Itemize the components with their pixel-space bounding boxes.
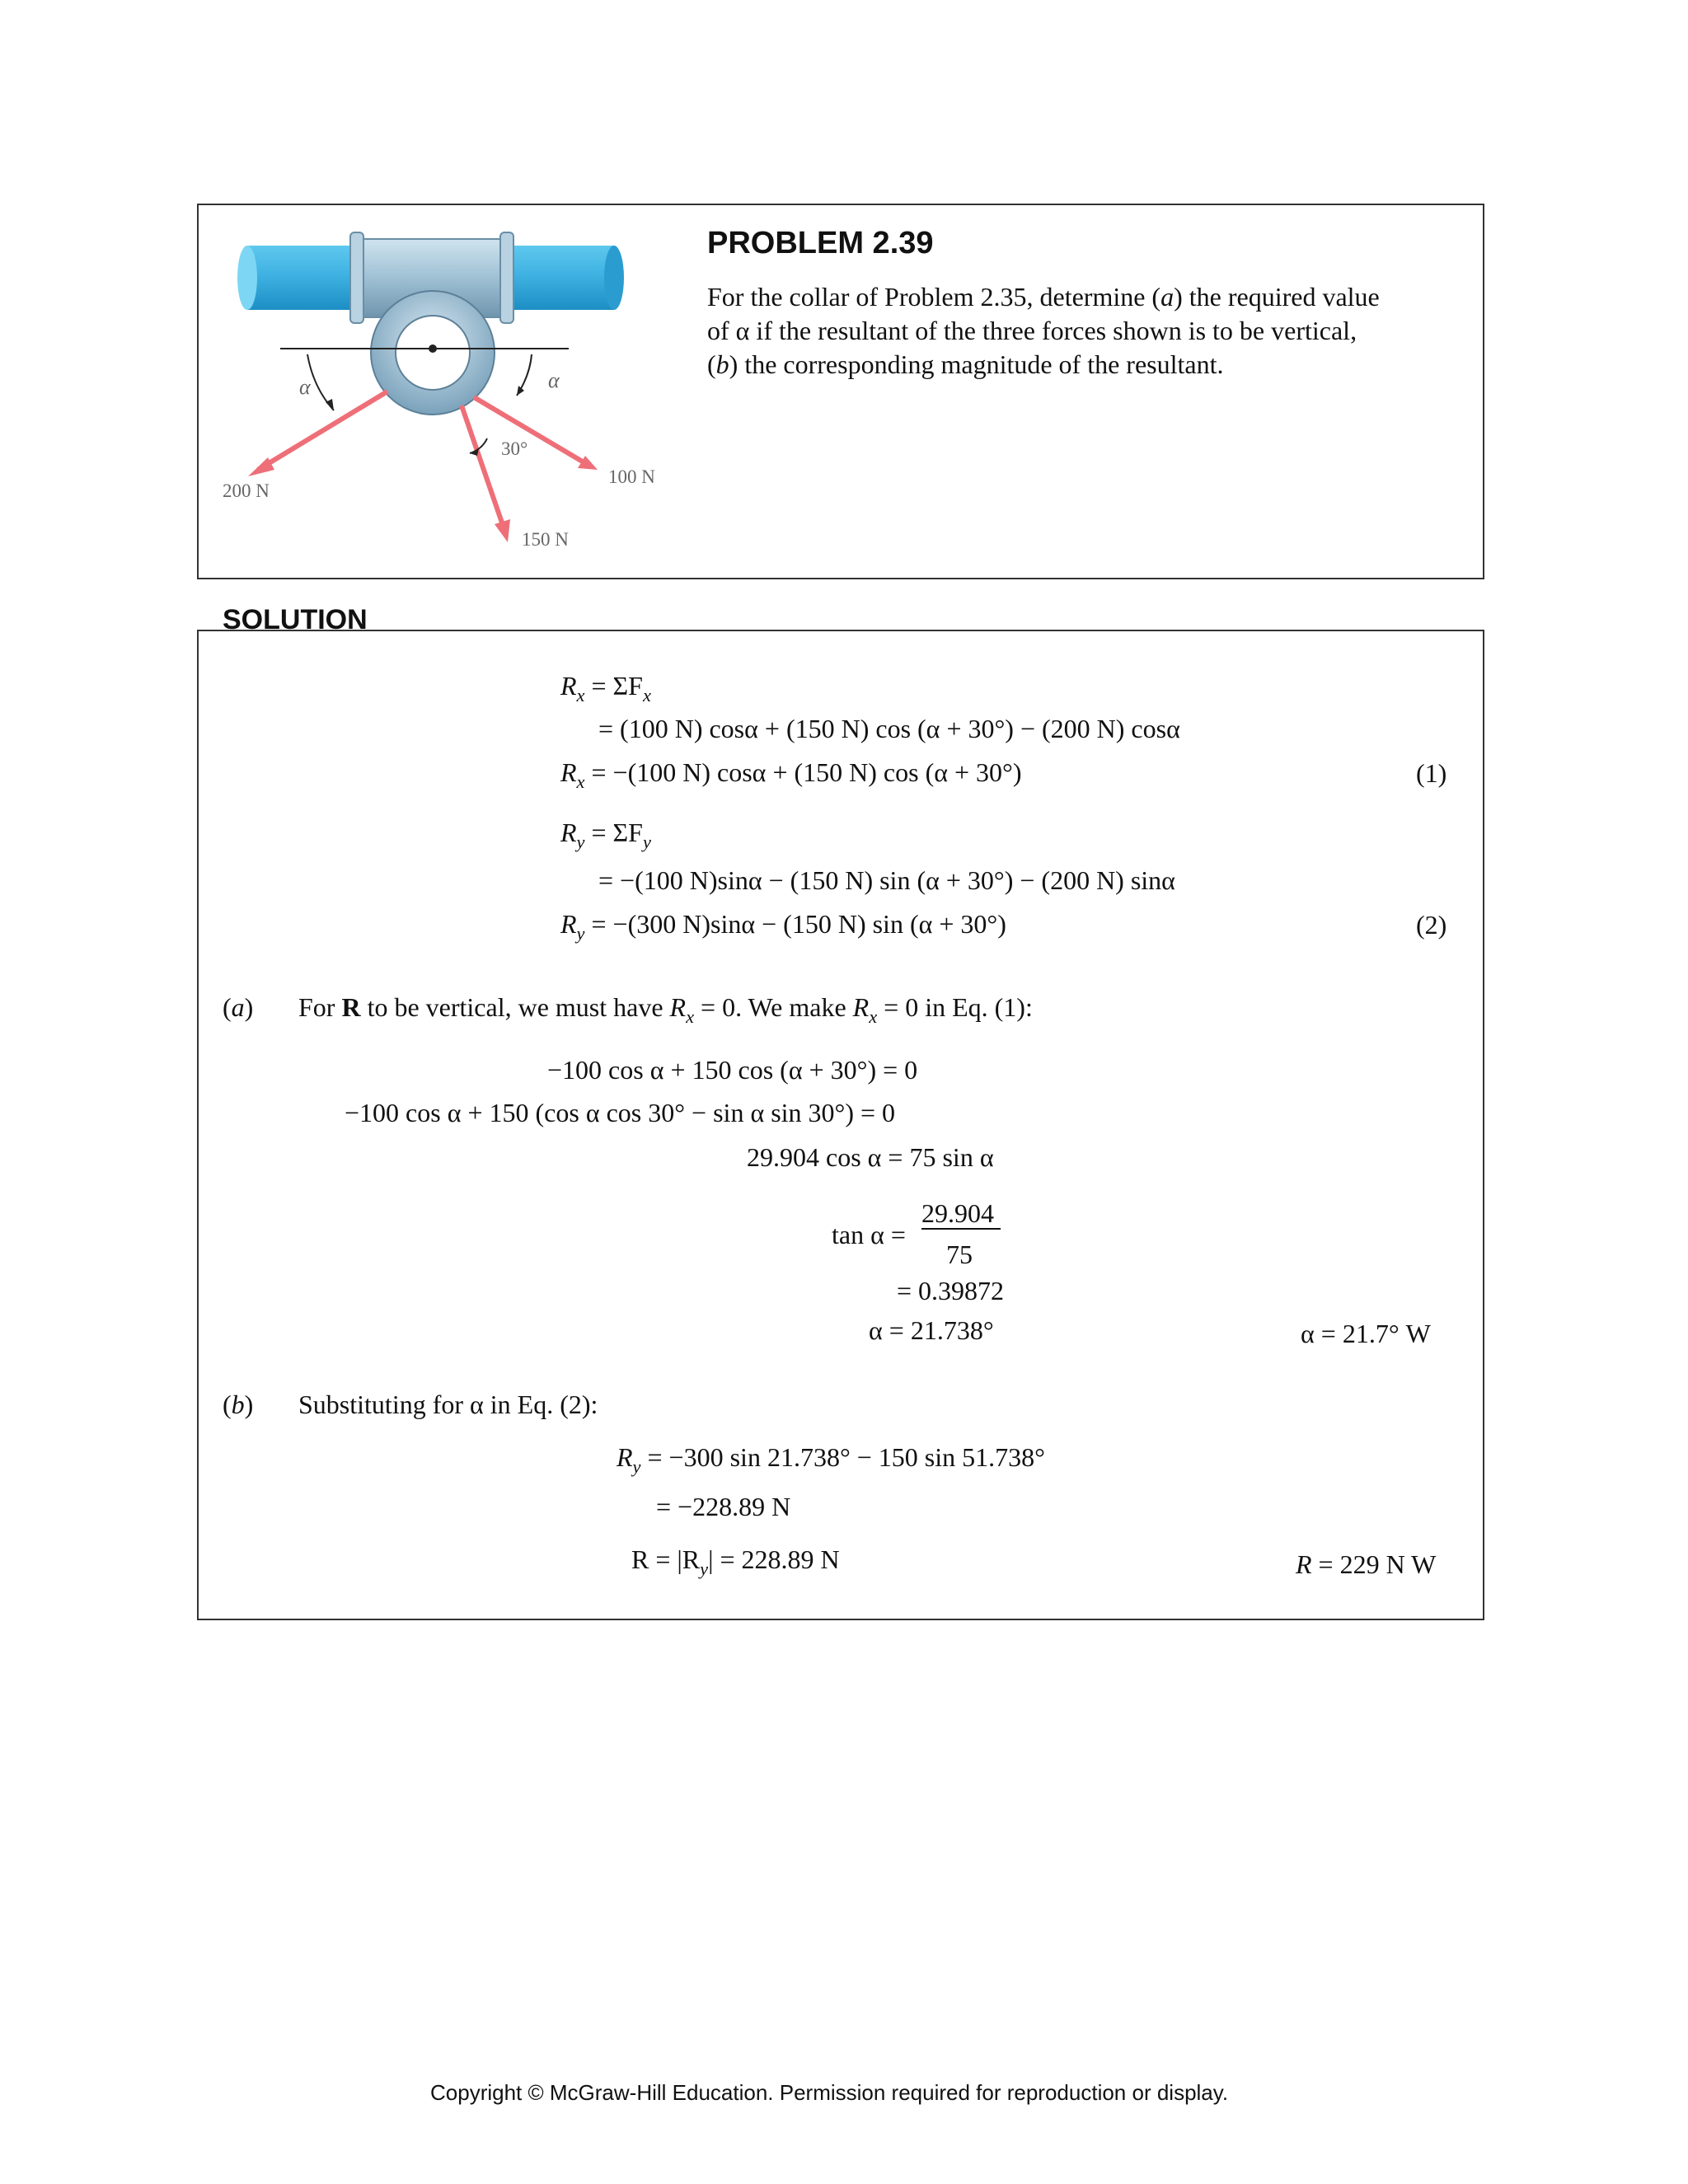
- rx-expansion: = (100 N) cosα + (150 N) cos (α + 30°) − (200 N) cosα: [598, 714, 1180, 743]
- part-a-statement: For R to be vertical, we must have $R_x = 0$. We make $R_x = 0$ in Eq. (1):: [298, 992, 1033, 1027]
- a-equation-1: −100 cos α + 150 cos (α + 30°) = 0: [547, 1055, 918, 1085]
- solution-heading: SOLUTION: [223, 604, 368, 635]
- problem-line-2: of α if the resultant of the three forces shown is to be vertical,: [707, 316, 1357, 345]
- angle-right-label: α: [548, 368, 560, 392]
- tan-lhs: tan α =: [832, 1220, 906, 1249]
- angle-left-label: α: [299, 375, 311, 399]
- force-label-150: 150 N: [522, 529, 569, 550]
- force-label-100: 100 N: [608, 466, 655, 487]
- copyright-footer: Copyright © McGraw-Hill Education. Permission required for reproduction or display.: [430, 2080, 1229, 2105]
- force-label-200: 200 N: [223, 480, 270, 501]
- b-equation-2: = −228.89 N: [656, 1492, 791, 1521]
- fraction-bar: [921, 1228, 1001, 1230]
- tan-denominator: 75: [946, 1240, 973, 1269]
- tan-numerator: 29.904: [921, 1198, 994, 1228]
- part-a-label: (a): [223, 992, 254, 1022]
- tan-value: = 0.39872: [897, 1276, 1005, 1305]
- collar-figure: [210, 223, 672, 565]
- angle-mid-label: 30°: [501, 438, 528, 459]
- problem-title: PROBLEM 2.39: [707, 226, 934, 260]
- b-equation-3: $R = |R_y| = 228.89$ N: [631, 1544, 840, 1579]
- ry-expansion: = −(100 N)sinα − (150 N) sin (α + 30°) − (200 N) sinα: [598, 865, 1175, 895]
- alpha-value: α = 21.738°: [869, 1315, 994, 1345]
- equation-number-1: (1): [1416, 758, 1447, 788]
- problem-line-1: For the collar of Problem 2.35, determine (a) the required value: [707, 282, 1380, 312]
- force-arrow-100: [474, 397, 598, 470]
- b-equation-1: $R_y = -300$ sin 21.738° − 150 sin 51.738°: [617, 1442, 1045, 1477]
- a-equation-2: −100 cos α + 150 (cos α cos 30° − sin α sin 30°) = 0: [345, 1098, 896, 1127]
- force-arrow-150: [462, 405, 510, 542]
- rx-definition: $R_x = \Sigma F_x$: [560, 671, 651, 705]
- force-arrow-200: [248, 391, 387, 476]
- a-equation-3: 29.904 cos α = 75 sin α: [747, 1142, 994, 1172]
- problem-line-3: (b) the corresponding magnitude of the resultant.: [707, 349, 1224, 379]
- part-b-statement: Substituting for α in Eq. (2):: [298, 1390, 598, 1419]
- ry-result: $R_y = -(300$ N)sinα − (150 N) sin (α + 30°): [560, 909, 1006, 944]
- problem-text: [707, 280, 1457, 382]
- alpha-answer: α = 21.7° W: [1301, 1319, 1431, 1348]
- equation-number-2: (2): [1416, 910, 1447, 940]
- rx-result: $R_x = -(100$ N) cosα + (150 N) cos (α + 30°): [560, 757, 1022, 792]
- part-b-label: (b): [223, 1390, 254, 1419]
- ry-definition: $R_y = \Sigma F_y$: [560, 818, 651, 852]
- r-answer: R = 229 N W: [1296, 1549, 1437, 1579]
